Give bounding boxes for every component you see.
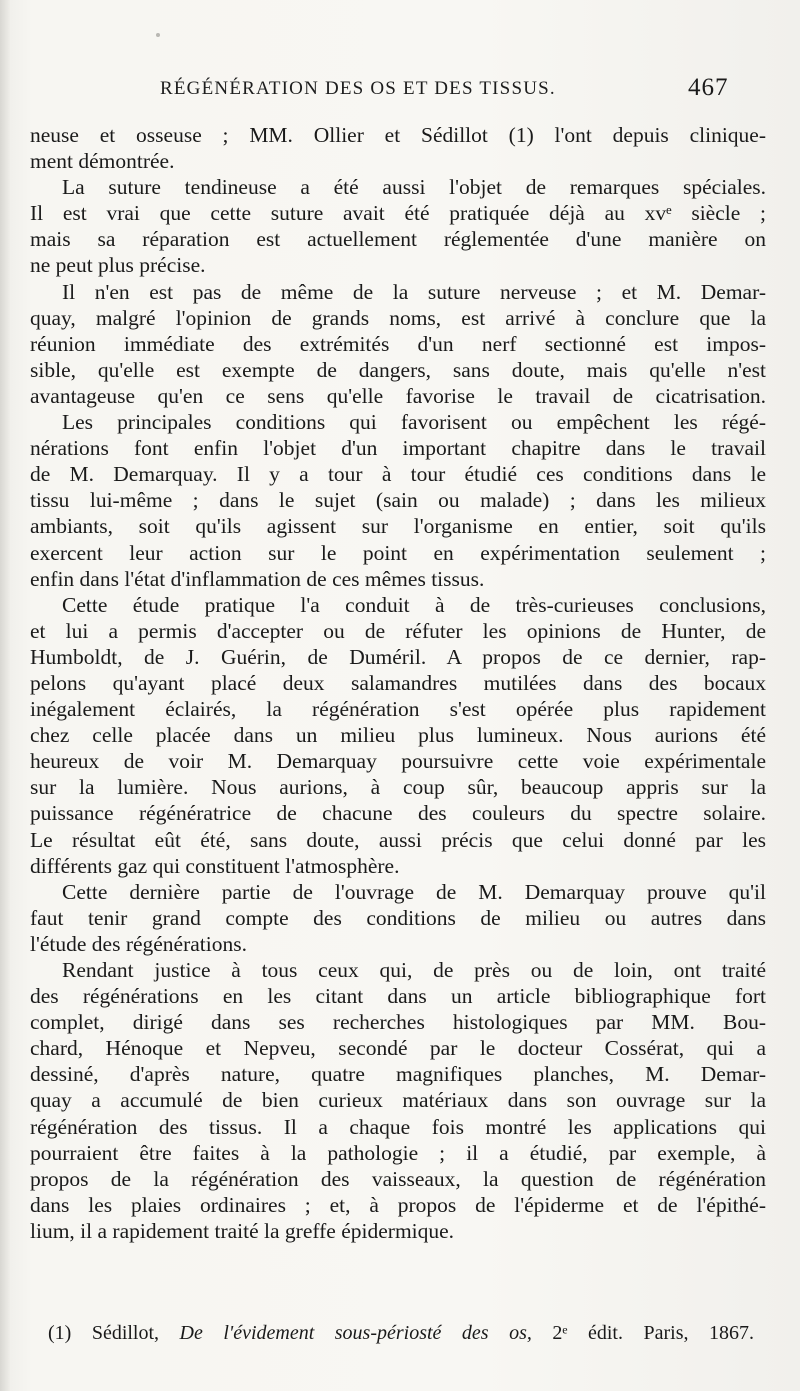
footnote-edition: 2ᵉ édit. Paris, 1867. <box>552 1322 754 1344</box>
text-line: ambiants, soit qu'ils agissent sur l'organisme en entier, soit qu'ils <box>30 514 766 539</box>
text-line: Il n'en est pas de même de la suture nerveuse ; et M. Demar- <box>62 279 766 304</box>
text-line: chez celle placée dans un milieu plus lumineux. Nous aurions été <box>30 723 766 748</box>
text-line: réunion immédiate des extrémités d'un nerf sectionné est impos- <box>30 331 766 356</box>
text-line: puissance régénératrice de chacune des couleurs du spectre solaire. <box>30 801 766 826</box>
text-line: des régénérations en les citant dans un article bibliographique fort <box>30 984 766 1009</box>
text-line: quay, malgré l'opinion de grands noms, est arrivé à conclure que la <box>30 305 766 330</box>
footnote-marker: (1) Sédillot, <box>48 1322 160 1344</box>
text-line: Il est vrai que cette suture avait été pratiquée déjà au xvᵉ siècle ; <box>30 201 766 226</box>
text-line: de M. Demarquay. Il y a tour à tour étudié ces conditions dans le <box>30 462 766 487</box>
text-line: enfin dans l'état d'inflammation de ces mêmes tissus. <box>30 566 485 591</box>
text-line: pourraient être faites à la pathologie ; il a étudié, par exemple, à <box>30 1140 766 1165</box>
text-line: nérations font enfin l'objet d'un important chapitre dans le travail <box>30 436 766 461</box>
text-line: lium, il a rapidement traité la greffe épidermique. <box>30 1218 455 1243</box>
text-line: pelons qu'ayant placé deux salamandres mutilées dans des bocaux <box>30 670 766 695</box>
text-line: tissu lui-même ; dans le sujet (sain ou malade) ; dans les milieux <box>30 488 766 513</box>
text-line: Cette dernière partie de l'ouvrage de M. Demarquay prouve qu'il <box>62 879 766 904</box>
text-line: La suture tendineuse a été aussi l'objet de remarques spéciales. <box>62 175 766 200</box>
text-line: Cette étude pratique l'a conduit à de très-curieuses conclusions, <box>62 592 766 617</box>
text-line: Le résultat eût été, sans doute, aussi précis que celui donné par les <box>30 827 766 852</box>
text-line: dans les plaies ordinaires ; et, à propos de l'épiderme et de l'épithé- <box>30 1192 766 1217</box>
text-line: ment démontrée. <box>30 149 175 174</box>
text-line: l'étude des régénérations. <box>30 931 247 956</box>
text-line: avantageuse qu'en ce sens qu'elle favorise le travail de cicatrisation. <box>30 383 766 408</box>
page-edge-shadow <box>0 0 10 1391</box>
text-line: sur la lumière. Nous aurions, à coup sûr, beaucoup appris sur la <box>30 775 766 800</box>
text-line: dessiné, d'après nature, quatre magnifiques planches, M. Demar- <box>30 1062 766 1087</box>
text-line: heureux de voir M. Demarquay poursuivre cette voie expérimentale <box>30 749 766 774</box>
text-line: chard, Hénoque et Nepveu, secondé par le docteur Cossérat, qui a <box>30 1036 766 1061</box>
print-speck <box>156 33 160 37</box>
page-header <box>0 74 800 108</box>
text-line: différents gaz qui constituent l'atmosphère. <box>30 853 400 878</box>
footnote-title: De l'évidement sous-périosté des os, <box>179 1322 532 1344</box>
text-line: et lui a permis d'accepter ou de réfuter les opinions de Hunter, de <box>30 618 766 643</box>
text-line: faut tenir grand compte des conditions de milieu ou autres dans <box>30 905 766 930</box>
text-line: ne peut plus précise. <box>30 253 206 278</box>
page-number: 467 <box>688 74 729 101</box>
text-line: Les principales conditions qui favorisent ou empêchent les régé- <box>62 410 766 435</box>
text-line: Rendant justice à tous ceux qui, de près ou de loin, ont traité <box>62 958 766 982</box>
text-line: inégalement éclairés, la régénération s'est opérée plus rapidement <box>30 697 766 722</box>
footnote <box>48 1320 754 1346</box>
text-line: quay a accumulé de bien curieux matériaux dans son ouvrage sur la <box>30 1088 766 1113</box>
text-line: Humboldt, de J. Guérin, de Duméril. A propos de ce dernier, rap- <box>30 644 766 669</box>
body-text <box>30 122 766 1244</box>
text-line: exercent leur action sur le point en expérimentation seulement ; <box>30 540 766 565</box>
running-title: RÉGÉNÉRATION DES OS ET DES TISSUS. <box>160 78 556 99</box>
text-line: régénération des tissus. Il a chaque fois montré les applications qui <box>30 1114 766 1139</box>
text-line: propos de la régénération des vaisseaux, la question de régénération <box>30 1166 766 1191</box>
text-line: sible, qu'elle est exempte de dangers, sans doute, mais qu'elle n'est <box>30 357 766 382</box>
text-line: neuse et osseuse ; MM. Ollier et Sédillot (1) l'ont depuis clinique- <box>30 123 766 147</box>
text-line: complet, dirigé dans ses recherches histologiques par MM. Bou- <box>30 1010 766 1035</box>
text-line: mais sa réparation est actuellement réglementée d'une manière on <box>30 227 766 252</box>
